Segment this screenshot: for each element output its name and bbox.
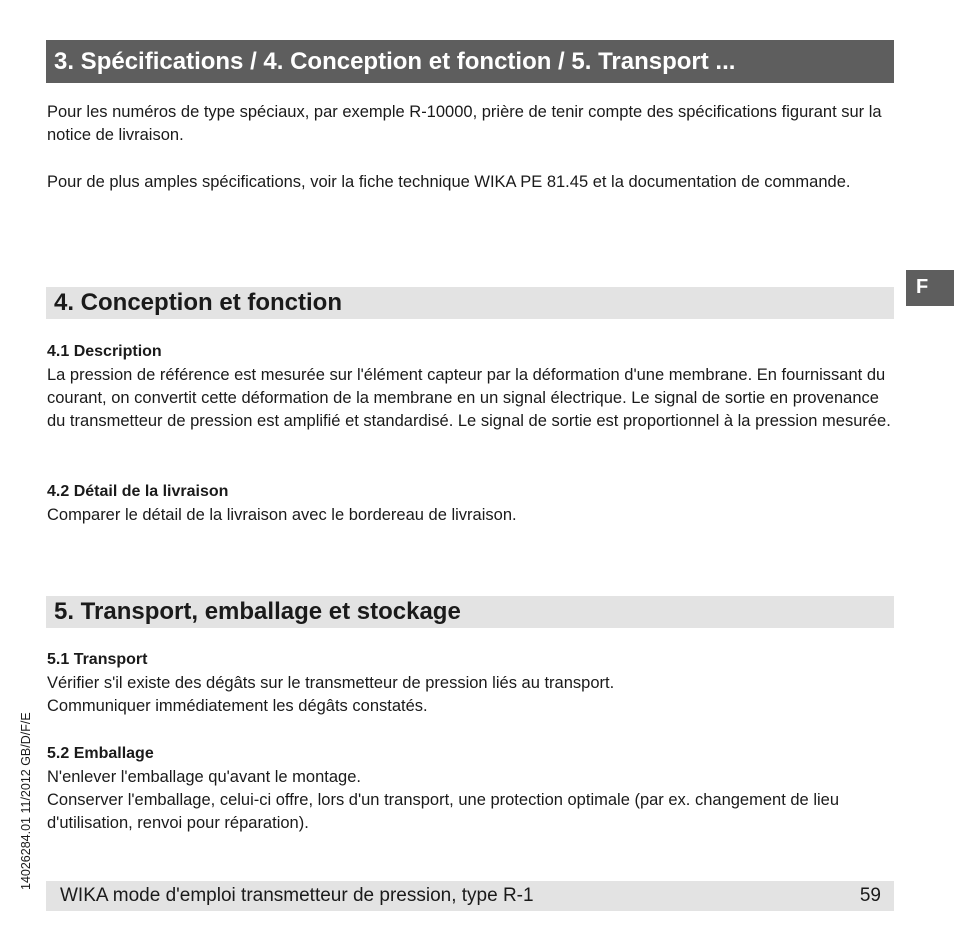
spec-paragraph-datasheet: Pour de plus amples spécifications, voir la fiche technique WIKA PE 81.45 et la documentation de commande. [47, 173, 851, 191]
subsection-5-2-line2: Conserver l'emballage, celui-ci offre, lors d'un transport, une protection optimale (par ex. changement de lieu d'utilisation, renvoi pour réparation). [47, 791, 839, 832]
subsection-4-1-text: La pression de référence est mesurée sur l'élément capteur par la déformation d'une membrane. En fournissant du courant, on convertit cette déformation de la membrane en un signal électrique. Le signal de sortie en provenance du transmetteur de pression est amplifié et standardisé. Le signal de sortie est proportionnel à la pression mesurée. [47, 366, 891, 430]
subsection-5-1-line1: Vérifier s'il existe des dégâts sur le transmetteur de pression liés au transport. [47, 674, 615, 692]
subsection-4-2-text: Comparer le détail de la livraison avec le bordereau de livraison. [47, 506, 517, 524]
section5-header: 5. Transport, emballage et stockage [46, 596, 894, 628]
subsection-5-1-title: 5.1 Transport [47, 651, 148, 668]
page-number: 59 [859, 885, 881, 906]
page-section-header: 3. Spécifications / 4. Conception et fonction / 5. Transport ... [46, 40, 894, 83]
section4-header: 4. Conception et fonction [46, 287, 894, 319]
subsection-4-2-title: 4.2 Détail de la livraison [47, 483, 229, 500]
subsection-5-1-line2: Communiquer immédiatement les dégâts constatés. [47, 697, 428, 715]
spec-paragraph-special-types: Pour les numéros de type spéciaux, par exemple R-10000, prière de tenir compte des spécifications figurant sur la notice de livraison. [47, 103, 882, 144]
language-tab: F [906, 270, 954, 306]
page-footer [46, 881, 894, 911]
document-code: 14026284.01 11/2012 GB/D/F/E [19, 712, 33, 890]
subsection-5-2-line1: N'enlever l'emballage qu'avant le montage. [47, 768, 361, 786]
subsection-4-1-title: 4.1 Description [47, 343, 162, 360]
footer-title: WIKA mode d'emploi transmetteur de pression, type R-1 [60, 885, 534, 906]
subsection-5-2-title: 5.2 Emballage [47, 745, 154, 762]
